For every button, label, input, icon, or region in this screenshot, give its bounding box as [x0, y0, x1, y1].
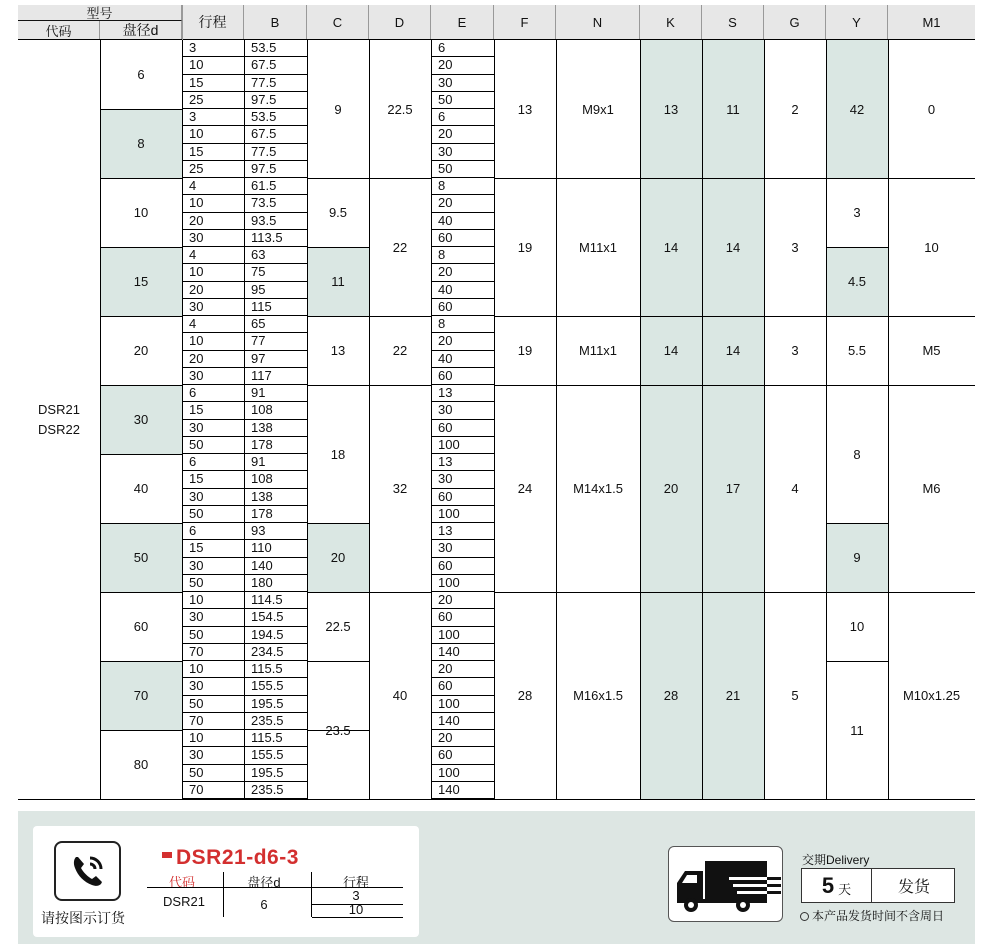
e-cell: 20	[431, 57, 494, 74]
order-stroke-value-1: 3	[352, 888, 360, 903]
e-cell: 30	[431, 471, 494, 488]
grid-line	[640, 40, 641, 799]
d-cell: 22.5	[387, 101, 413, 117]
phone-icon	[54, 841, 121, 901]
delivery-days-cell	[802, 869, 872, 902]
k-cell: 20	[663, 481, 679, 496]
diameter-cell: 6	[137, 67, 145, 82]
order-card	[33, 826, 419, 937]
header-col-y: Y	[826, 5, 888, 39]
grid-line	[494, 40, 495, 799]
c-cell: 20	[307, 523, 369, 592]
g-cell: 3	[791, 343, 799, 358]
n-cell: M9x1	[582, 101, 614, 117]
b-cell: 155.5	[244, 678, 307, 695]
grid-line	[100, 385, 182, 386]
diameter-cell: 8	[100, 109, 182, 178]
b-cell: 138	[244, 489, 307, 506]
stroke-cell: 30	[182, 368, 244, 385]
grid-line	[100, 454, 182, 455]
header-col-f: F	[494, 5, 556, 39]
b-cell: 77.5	[244, 75, 307, 92]
b-cell: 115	[244, 299, 307, 316]
grid-line	[100, 316, 182, 317]
order-rule	[223, 872, 224, 917]
stroke-cell: 30	[182, 747, 244, 764]
stroke-cell: 15	[182, 402, 244, 419]
stroke-cell: 4	[182, 247, 244, 264]
stroke-cell: 15	[182, 540, 244, 557]
e-cell: 13	[431, 523, 494, 540]
grid-line	[100, 178, 182, 179]
b-cell: 95	[244, 282, 307, 299]
c-cell: 9	[334, 101, 342, 117]
delivery-note	[800, 907, 944, 924]
e-cell: 60	[431, 420, 494, 437]
b-cell: 155.5	[244, 747, 307, 764]
grid-line	[888, 40, 889, 799]
b-cell: 195.5	[244, 765, 307, 782]
b-cell: 110	[244, 540, 307, 557]
red-square-icon	[162, 852, 172, 858]
m1-cell: M5	[922, 343, 941, 358]
stroke-cell: 30	[182, 420, 244, 437]
grid-line	[369, 316, 431, 317]
grid-line	[494, 385, 826, 386]
e-cell: 30	[431, 540, 494, 557]
k-cell: 14	[663, 239, 679, 255]
b-cell: 117	[244, 368, 307, 385]
stroke-cell: 30	[182, 299, 244, 316]
stroke-cell: 25	[182, 161, 244, 178]
diameter-cell: 10	[133, 205, 149, 220]
f-cell: 28	[517, 688, 533, 703]
c-cell: 11	[307, 247, 369, 316]
stroke-cell: 15	[182, 144, 244, 161]
model-code: DSR21	[38, 401, 80, 417]
stroke-cell: 10	[182, 661, 244, 678]
e-cell: 13	[431, 385, 494, 402]
grid-line	[556, 40, 557, 799]
grid-line	[100, 661, 182, 662]
e-cell: 8	[431, 247, 494, 264]
grid-line	[307, 661, 369, 662]
b-cell: 53.5	[244, 109, 307, 126]
order-stroke-value-2: 10	[348, 902, 364, 917]
b-cell: 77.5	[244, 144, 307, 161]
grid-line	[244, 40, 245, 799]
grid-line	[307, 730, 369, 731]
b-cell: 67.5	[244, 126, 307, 143]
grid-line	[494, 592, 826, 593]
b-cell: 178	[244, 506, 307, 523]
grid-line	[369, 40, 370, 799]
c-cell: 18	[330, 446, 346, 462]
header-code: 代码	[18, 21, 100, 39]
header-col-g: G	[764, 5, 826, 39]
grid-line	[826, 385, 888, 386]
stroke-cell: 20	[182, 282, 244, 299]
grid-line	[826, 523, 888, 524]
stroke-cell: 25	[182, 92, 244, 109]
order-rule	[312, 917, 403, 918]
grid-line	[826, 178, 888, 179]
b-cell: 97.5	[244, 161, 307, 178]
e-cell: 40	[431, 213, 494, 230]
f-cell: 19	[517, 239, 533, 255]
b-cell: 53.5	[244, 40, 307, 57]
b-cell: 108	[244, 471, 307, 488]
e-cell: 60	[431, 368, 494, 385]
header-col-s: S	[702, 5, 764, 39]
b-cell: 67.5	[244, 57, 307, 74]
stroke-cell: 15	[182, 75, 244, 92]
b-cell: 91	[244, 385, 307, 402]
g-cell: 5	[791, 688, 799, 703]
e-cell: 6	[431, 109, 494, 126]
stroke-cell: 10	[182, 592, 244, 609]
diameter-cell: 60	[133, 619, 149, 634]
e-cell: 20	[431, 661, 494, 678]
e-cell: 50	[431, 92, 494, 109]
s-cell: 14	[725, 343, 741, 358]
stroke-cell: 50	[182, 437, 244, 454]
c-cell: 9.5	[328, 205, 348, 220]
stroke-cell: 30	[182, 678, 244, 695]
model-code-cell	[18, 40, 100, 799]
e-cell: 30	[431, 75, 494, 92]
y-cell: 8	[853, 446, 861, 462]
b-cell: 115.5	[244, 661, 307, 678]
b-cell: 178	[244, 437, 307, 454]
d-cell: 32	[392, 481, 408, 496]
header-col-c: C	[307, 5, 369, 39]
e-cell: 60	[431, 230, 494, 247]
n-cell: M16x1.5	[573, 688, 623, 703]
b-cell: 140	[244, 558, 307, 575]
stroke-cell: 30	[182, 489, 244, 506]
y-cell: 5.5	[847, 343, 867, 358]
stroke-cell: 10	[182, 126, 244, 143]
stroke-cell: 3	[182, 40, 244, 57]
grid-line	[182, 40, 183, 799]
c-cell: 22.5	[325, 619, 351, 634]
b-cell: 97.5	[244, 92, 307, 109]
e-cell: 60	[431, 299, 494, 316]
e-cell: 100	[431, 506, 494, 523]
y-cell: 11	[850, 722, 864, 738]
b-cell: 138	[244, 420, 307, 437]
e-cell: 6	[431, 40, 494, 57]
grid-line	[369, 385, 431, 386]
b-cell: 77	[244, 333, 307, 350]
g-cell: 3	[791, 239, 799, 255]
diameter-cell: 50	[100, 523, 182, 592]
f-cell: 13	[517, 101, 533, 117]
grid-line	[764, 40, 765, 799]
b-cell: 180	[244, 575, 307, 592]
b-cell: 154.5	[244, 609, 307, 626]
grid-line	[888, 385, 975, 386]
grid-line	[888, 178, 975, 179]
stroke-cell: 10	[182, 195, 244, 212]
e-cell: 40	[431, 282, 494, 299]
diameter-cell: 40	[133, 481, 149, 496]
grid-line	[826, 316, 888, 317]
e-cell: 20	[431, 333, 494, 350]
truck-icon	[669, 847, 782, 921]
delivery-days: 5	[821, 872, 835, 898]
e-cell: 30	[431, 144, 494, 161]
header-diameter: 盘径d	[100, 21, 182, 39]
order-rule	[147, 887, 403, 888]
e-cell: 30	[431, 402, 494, 419]
header-col-n: N	[556, 5, 640, 39]
e-cell: 20	[431, 195, 494, 212]
e-cell: 50	[431, 161, 494, 178]
n-cell: M11x1	[578, 239, 618, 255]
e-cell: 20	[431, 126, 494, 143]
e-cell: 20	[431, 730, 494, 747]
stroke-cell: 70	[182, 713, 244, 730]
grid-line	[702, 40, 703, 799]
header-stroke: 行程	[182, 5, 244, 39]
order-instruction: 请按图示订货	[41, 910, 125, 926]
stroke-cell: 30	[182, 558, 244, 575]
e-cell: 100	[431, 437, 494, 454]
b-cell: 108	[244, 402, 307, 419]
e-cell: 100	[431, 575, 494, 592]
order-diameter-value: 6	[260, 897, 268, 912]
b-cell: 91	[244, 454, 307, 471]
b-cell: 235.5	[244, 713, 307, 730]
order-example-code: DSR21-d6-3	[176, 846, 299, 869]
header-col-k: K	[640, 5, 702, 39]
k-cell: 13	[663, 101, 679, 117]
grid-line	[100, 730, 182, 731]
e-cell: 60	[431, 609, 494, 626]
stroke-cell: 10	[182, 264, 244, 281]
b-cell: 113.5	[244, 230, 307, 247]
grid-line	[307, 523, 369, 524]
b-cell: 97	[244, 351, 307, 368]
e-cell: 100	[431, 765, 494, 782]
k-cell: 14	[663, 343, 679, 358]
delivery-status: 发货	[897, 879, 930, 896]
b-cell: 73.5	[244, 195, 307, 212]
order-header-code: 代码	[168, 875, 195, 890]
d-cell: 22	[392, 343, 408, 358]
s-cell: 14	[725, 239, 741, 255]
e-cell: 8	[431, 316, 494, 333]
e-cell: 13	[431, 454, 494, 471]
order-code-value: DSR21	[163, 894, 205, 909]
d-cell: 40	[392, 688, 408, 703]
grid-line	[826, 247, 888, 248]
e-cell: 100	[431, 627, 494, 644]
stroke-cell: 15	[182, 471, 244, 488]
b-cell: 234.5	[244, 644, 307, 661]
order-header-diameter: 盘径d	[247, 875, 281, 890]
order-example-title	[162, 846, 299, 870]
b-cell: 93	[244, 523, 307, 540]
header-col-m1: M1	[888, 5, 975, 39]
e-cell: 8	[431, 178, 494, 195]
grid-line	[100, 592, 182, 593]
grid-line	[307, 592, 369, 593]
e-cell: 20	[431, 592, 494, 609]
grid-line	[307, 316, 369, 317]
b-cell: 115.5	[244, 730, 307, 747]
diameter-cell: 80	[133, 757, 149, 772]
y-cell: 9	[826, 523, 888, 592]
header-model: 型号	[18, 5, 182, 21]
e-cell: 40	[431, 351, 494, 368]
delivery-label: 交期Delivery	[802, 853, 870, 867]
b-cell: 63	[244, 247, 307, 264]
stroke-cell: 10	[182, 333, 244, 350]
grid-line	[307, 178, 369, 179]
e-cell: 20	[431, 264, 494, 281]
grid-line	[431, 40, 432, 799]
e-cell: 140	[431, 713, 494, 730]
grid-line	[307, 385, 369, 386]
stroke-cell: 4	[182, 316, 244, 333]
grid-line	[369, 178, 431, 179]
diameter-cell: 20	[133, 343, 149, 358]
grid-line	[888, 316, 975, 317]
m1-cell: M6	[922, 481, 941, 496]
b-cell: 61.5	[244, 178, 307, 195]
stroke-cell: 70	[182, 644, 244, 661]
s-cell: 17	[725, 481, 741, 496]
m1-cell: 0	[927, 101, 936, 117]
c-cell: 13	[330, 343, 346, 358]
b-cell: 235.5	[244, 782, 307, 799]
n-cell: M14x1.5	[573, 481, 623, 496]
header-col-d: D	[369, 5, 431, 39]
e-cell: 100	[431, 696, 494, 713]
stroke-cell: 6	[182, 454, 244, 471]
stroke-cell: 6	[182, 385, 244, 402]
s-cell: 11	[726, 101, 740, 117]
circle-icon	[800, 912, 809, 921]
grid-line	[494, 178, 826, 179]
b-cell: 65	[244, 316, 307, 333]
delivery-frame	[801, 868, 955, 903]
grid-line	[100, 109, 182, 110]
table-bottom-rule	[18, 799, 975, 800]
grid-line	[826, 592, 888, 593]
diameter-cell: 30	[100, 385, 182, 454]
stroke-cell: 4	[182, 178, 244, 195]
grid-line	[888, 592, 975, 593]
f-cell: 24	[517, 481, 533, 496]
g-cell: 2	[791, 101, 799, 117]
stroke-cell: 50	[182, 696, 244, 713]
stroke-cell: 20	[182, 351, 244, 368]
grid-line	[182, 5, 183, 40]
order-header-stroke: 行程	[342, 875, 369, 890]
d-cell: 22	[392, 239, 408, 255]
grid-line	[100, 247, 182, 248]
k-cell: 28	[663, 688, 679, 703]
b-cell: 93.5	[244, 213, 307, 230]
grid-line	[307, 247, 369, 248]
m1-cell: M10x1.25	[902, 688, 961, 703]
stroke-cell: 30	[182, 609, 244, 626]
diameter-cell: 70	[100, 661, 182, 730]
e-cell: 60	[431, 747, 494, 764]
header-col-b: B	[244, 5, 307, 39]
y-cell: 42	[849, 101, 865, 117]
stroke-cell: 50	[182, 506, 244, 523]
delivery-unit: 天	[838, 881, 852, 897]
grid-line	[307, 40, 308, 799]
b-cell: 194.5	[244, 627, 307, 644]
e-cell: 60	[431, 489, 494, 506]
stroke-cell: 3	[182, 109, 244, 126]
stroke-cell: 50	[182, 627, 244, 644]
e-cell: 140	[431, 644, 494, 661]
e-cell: 60	[431, 558, 494, 575]
f-cell: 19	[517, 343, 533, 358]
stroke-cell: 6	[182, 523, 244, 540]
s-cell: 21	[725, 688, 741, 703]
delivery-note-text: 本产品发货时间不含周日	[812, 909, 945, 923]
grid-line	[494, 316, 826, 317]
m1-cell: 10	[924, 239, 939, 255]
header-col-e: E	[431, 5, 494, 39]
e-cell: 140	[431, 782, 494, 799]
c-cell: 23.5	[325, 722, 351, 738]
grid-line	[100, 40, 101, 799]
stroke-cell: 50	[182, 575, 244, 592]
diameter-cell: 15	[100, 247, 182, 316]
delivery-truck-box	[668, 846, 783, 922]
grid-line	[826, 661, 888, 662]
b-cell: 114.5	[244, 592, 307, 609]
grid-line	[100, 523, 182, 524]
grid-line	[826, 40, 827, 799]
g-cell: 4	[791, 481, 799, 496]
model-code: DSR22	[38, 421, 80, 437]
stroke-cell: 20	[182, 213, 244, 230]
y-cell: 10	[849, 619, 865, 634]
stroke-cell: 70	[182, 782, 244, 799]
e-cell: 60	[431, 678, 494, 695]
order-rule	[311, 872, 312, 917]
b-cell: 195.5	[244, 696, 307, 713]
y-cell: 4.5	[826, 247, 888, 316]
stroke-cell: 10	[182, 57, 244, 74]
b-cell: 75	[244, 264, 307, 281]
grid-line	[369, 592, 431, 593]
stroke-cell: 30	[182, 230, 244, 247]
stroke-cell: 10	[182, 730, 244, 747]
stroke-cell: 50	[182, 765, 244, 782]
y-cell: 3	[853, 205, 861, 220]
n-cell: M11x1	[578, 343, 618, 358]
